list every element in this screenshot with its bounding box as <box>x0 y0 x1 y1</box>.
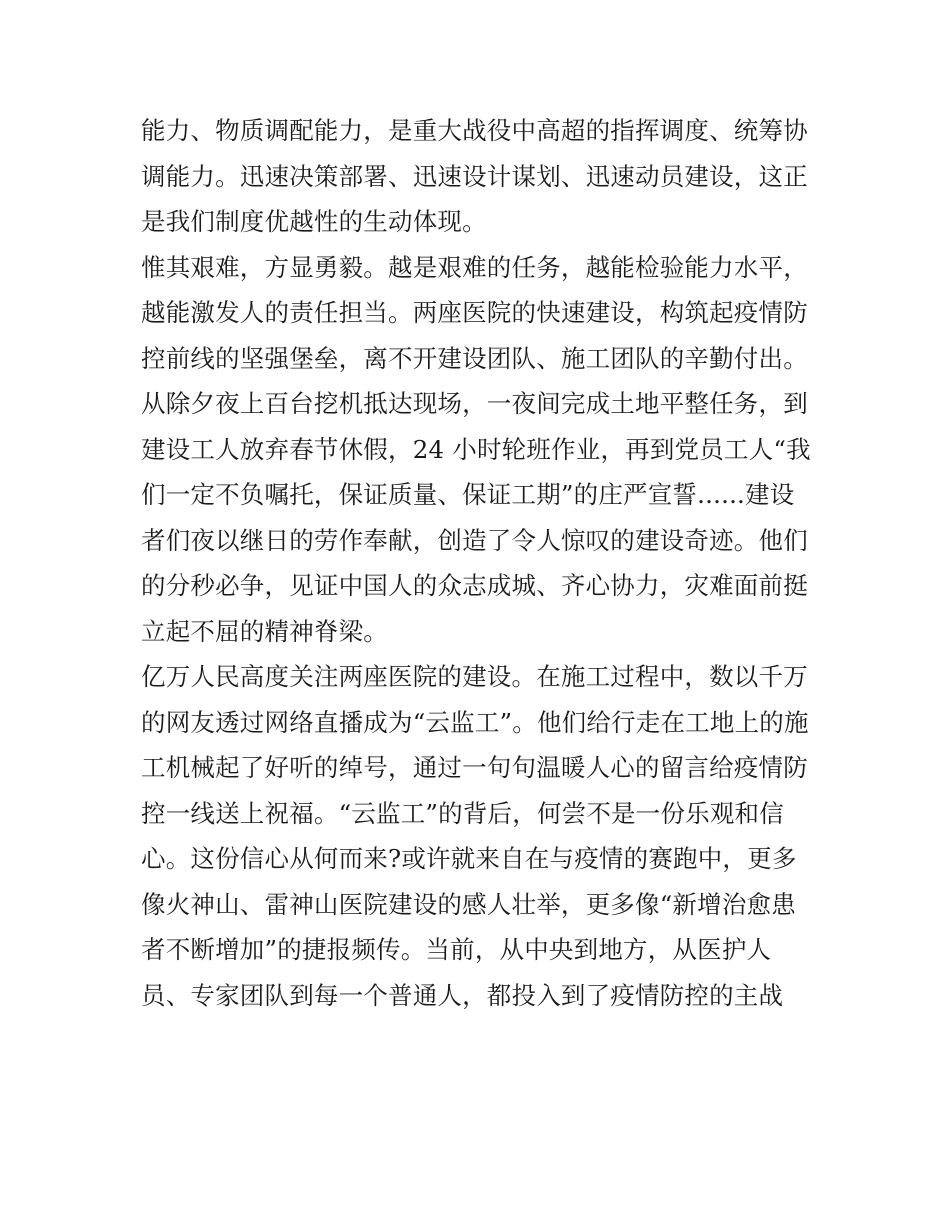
text-line: 能力、物质调配能力，是重大战役中高超的指挥调度、统筹协 <box>141 116 808 145</box>
text-line: 控一线送上祝福。“云监工”的背后，何尝不是一份乐观和信 <box>141 798 784 828</box>
text-line: 越能激发人的责任担当。两座医院的快速建设，构筑起疫情防 <box>141 298 808 327</box>
text-line: 心。这份信心从何而来?或许就来自在与疫情的赛跑中，更多 <box>141 844 797 873</box>
text-line: 从除夕夜上百台挖机抵达现场，一夜间完成土地平整任务，到 <box>141 389 808 418</box>
body-text <box>141 108 821 1018</box>
text-line: 惟其艰难，方显勇毅。越是艰难的任务，越能检验能力水平， <box>141 252 808 282</box>
text-line: 们一定不负嘱托，保证质量、保证工期”的庄严宣誓......建设 <box>141 480 795 509</box>
text-line: 工机械起了好听的绰号，通过一句句温暖人心的留言给疫情防 <box>141 753 808 782</box>
text-line: 是我们制度优越性的生动体现。 <box>141 207 487 236</box>
text-line: 控前线的坚强堡垒，离不开建设团队、施工团队的辛勤付出。 <box>141 343 808 373</box>
text-line: 立起不屈的精神脊梁。 <box>141 616 388 646</box>
text-line: 亿万人民高度关注两座医院的建设。在施工过程中，数以千万 <box>141 662 808 691</box>
text-line: 建设工人放弃春节休假，24 小时轮班作业，再到党员工人“我 <box>141 434 811 464</box>
text-line: 像火神山、雷神山医院建设的感人壮举，更多像“新增治愈患 <box>141 889 796 919</box>
text-line: 员、专家团队到每一个普通人，都投入到了疫情防控的主战 <box>141 980 784 1010</box>
text-line: 的分秒必争，见证中国人的众志成城、齐心协力，灾难面前挺 <box>141 571 808 600</box>
text-line: 者们夜以继日的劳作奉献，创造了令人惊叹的建设奇迹。他们 <box>141 525 808 555</box>
text-line: 调能力。迅速决策部署、迅速设计谋划、迅速动员建设，这正 <box>141 161 808 191</box>
text-line: 的网友透过网络直播成为“云监工”。他们给行走在工地上的施 <box>141 707 809 737</box>
text-line: 者不断增加”的捷报频传。当前，从中央到地方，从医护人 <box>141 935 772 964</box>
